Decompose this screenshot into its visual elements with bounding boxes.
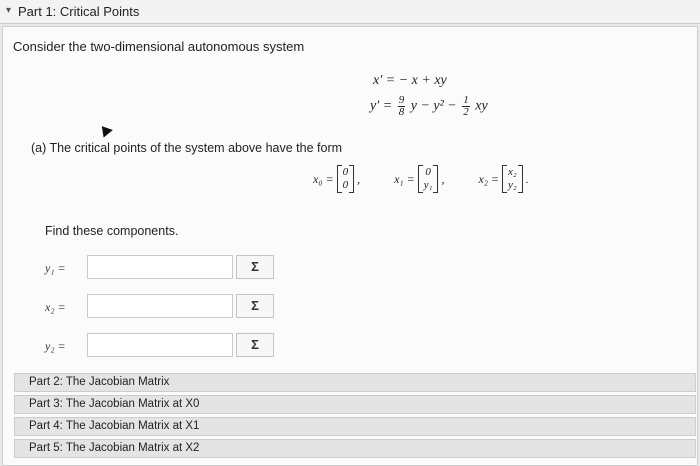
sigma-button-y2[interactable]: Σ xyxy=(236,333,274,357)
x2-sep: . xyxy=(525,171,529,186)
answer-label-x2: x₂ = xyxy=(45,300,66,314)
collapse-caret-icon[interactable]: ▾ xyxy=(6,5,12,16)
part-4-row[interactable]: Part 4: The Jacobian Matrix at X1 xyxy=(14,417,696,436)
x0-sep: , xyxy=(357,171,361,186)
answer-label-y2: y₂ = xyxy=(45,339,66,353)
x1-bracket xyxy=(418,165,439,193)
frac1-num: 9 xyxy=(398,94,405,106)
frac2-num: 1 xyxy=(463,94,469,106)
vector-x0 xyxy=(313,165,360,193)
x1-bottom: y₁ xyxy=(423,179,433,191)
x0-top: 0 xyxy=(342,166,349,178)
part1-title: Part 1: Critical Points xyxy=(18,4,140,19)
answer-input-y2[interactable] xyxy=(87,333,233,357)
part1-header[interactable] xyxy=(0,0,700,24)
fraction-9-8 xyxy=(398,95,406,118)
part-a-text: (a) The critical points of the system above have the form xyxy=(31,141,343,155)
answer-input-x2[interactable] xyxy=(87,294,233,318)
mouse-pointer-icon xyxy=(97,122,113,137)
frac2-den: 2 xyxy=(463,106,469,118)
eq2-mid: y − y² − xyxy=(410,98,457,114)
equation-1 xyxy=(373,73,447,89)
fraction-1-2 xyxy=(462,95,470,118)
eq1-lhs: x′ xyxy=(373,73,383,88)
x2-top: x₂ xyxy=(508,166,517,178)
x1-top: 0 xyxy=(425,166,431,178)
answer-label-y1: y₁ = xyxy=(45,261,66,275)
eq2-lhs: y′ = xyxy=(370,98,393,114)
eq1-rhs: = − x + xy xyxy=(385,73,447,88)
x2-label: x₂ = xyxy=(478,171,500,186)
sigma-button-x2[interactable]: Σ xyxy=(236,294,274,318)
intro-text: Consider the two-dimensional autonomous system xyxy=(13,39,305,54)
answer-input-y1[interactable] xyxy=(87,255,233,279)
x2-bracket xyxy=(502,165,523,193)
find-components-text: Find these components. xyxy=(45,224,179,238)
x1-sep: , xyxy=(441,171,445,186)
eq2-tail: xy xyxy=(475,98,488,114)
part-5-row[interactable]: Part 5: The Jacobian Matrix at X2 xyxy=(14,439,696,458)
x0-bottom: 0 xyxy=(342,179,349,191)
frac1-den: 8 xyxy=(398,106,405,118)
sigma-button-y1[interactable]: Σ xyxy=(236,255,274,279)
vector-x2 xyxy=(478,165,528,193)
vectors-row xyxy=(313,165,529,193)
vector-x1 xyxy=(394,165,444,193)
x0-bracket xyxy=(337,165,355,193)
x0-label: x₀ = xyxy=(313,171,334,186)
x2-bottom: y₂ xyxy=(508,179,517,191)
part-2-row[interactable]: Part 2: The Jacobian Matrix xyxy=(14,373,696,392)
x1-label: x₁ = xyxy=(394,171,415,186)
part-3-row[interactable]: Part 3: The Jacobian Matrix at X0 xyxy=(14,395,696,414)
equation-2 xyxy=(370,95,488,118)
